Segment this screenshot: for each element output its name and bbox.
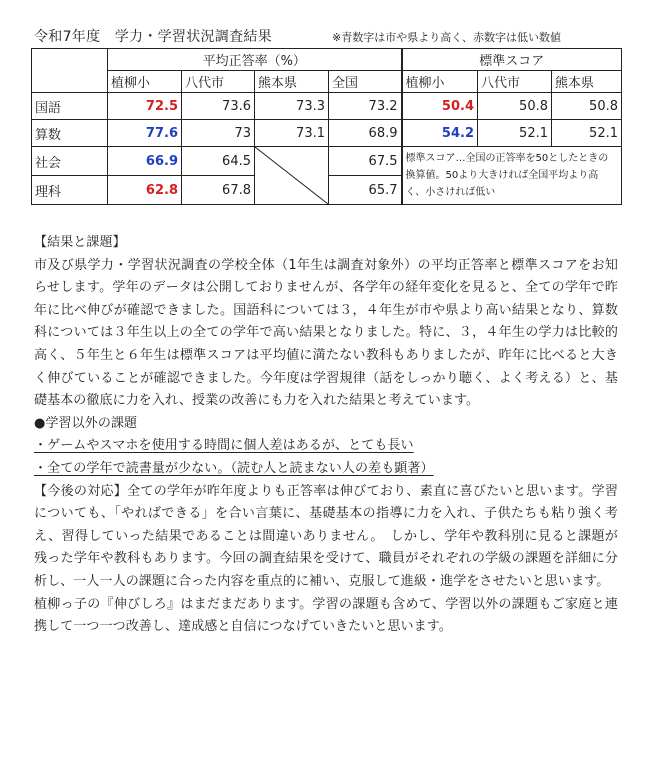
rate-school-value: 66.9 [108,147,182,176]
rate-school-value: 62.8 [108,176,182,205]
col-header-rate-prefecture: 熊本県 [255,71,329,93]
rate-national-value: 68.9 [329,120,402,147]
table-row-math [32,120,622,147]
row-label-subject: 理科 [32,176,108,205]
table-row-japanese [32,93,622,120]
table-row-social [32,147,622,176]
score-school-value: 54.2 [402,120,478,147]
score-city-value: 50.8 [478,93,552,120]
row-label-subject: 国語 [32,93,108,120]
col-header-rate-city: 八代市 [182,71,255,93]
group-header-score: 標準スコア [402,49,622,71]
issue-text-reading: ・全ての学年で読書量が少ない。（読む人と読まない人の差も顕著） [34,460,434,476]
score-school-value: 50.4 [402,93,478,120]
col-header-score-prefecture: 熊本県 [552,71,622,93]
results-table [31,48,622,205]
rate-national-value: 65.7 [329,176,402,205]
closing-paragraph: 植柳っ子の『伸びしろ』はまだまだあります。学習の課題も含めて、学習以外の課題もご家庭と連携して一つ一つ改善し、達成感と自信につなげていきたいと思います。 [34,596,618,635]
rate-city-value: 67.8 [182,176,255,205]
prefecture-not-applicable-cell [255,147,329,205]
score-prefecture-value: 52.1 [552,120,622,147]
col-header-score-city: 八代市 [478,71,552,93]
rate-prefecture-value: 73.3 [255,93,329,120]
rate-city-value: 64.5 [182,147,255,176]
rate-school-value: 72.5 [108,93,182,120]
row-label-subject: 算数 [32,120,108,147]
rate-city-value: 73 [182,120,255,147]
col-header-score-school: 植柳小 [402,71,478,93]
score-explanation: 標準スコア…全国の正答率を50としたときの換算値。50より大きければ全国平均より高く、小さければ低い [402,147,622,205]
rate-national-value: 67.5 [329,147,402,176]
rate-national-value: 73.2 [329,93,402,120]
rate-city-value: 73.6 [182,93,255,120]
results-paragraph: 市及び県学力・学習状況調査の学校全体（1年生は調査対象外）の平均正答率と標準スコアをお知らせします。学年のデータは公開しておりませんが、各学年の経年変化を見ると、全ての学年で昨年に比べ伸びが確認できました。国語科については３，４年生が市や県より高い結果となり、算数科については３年生以上の全ての学年で高い結果となりました。特に、３，４年生の学力は比較的高く、５年生と６年生は標準スコアは平均値に満たない教科もありましたが、昨年に比べると大きく伸びていることが確認できました。今年度は学習規律（話をしっかり聴く、よく考える）と、基礎基本の徹底に力を入れ、授業の改善にも力を入れた結果と考えています。 [34,257,618,409]
issue-text-screen-time: ・ゲームやスマホを使用する時間に個人差はあるが、とても長い [34,438,414,454]
corner-cell [32,49,108,93]
score-prefecture-value: 50.8 [552,93,622,120]
rate-prefecture-value: 73.1 [255,120,329,147]
future-measures-paragraph: 【今後の対応】全ての学年が昨年度よりも正答率は伸びており、素直に喜びたいと思います。学習についても、「やればできる」を合い言葉に、基礎基本の指導に力を入れ、子供たちも粘り強く考え、習得していった結果であることは間違いありません。 しかし、学年や教科別に見ると課題が残った学年や教科もあります。今回の調査結果を受けて、職員がそれぞれの学級の課題を詳細に分析し、一人一人の課題に合った内容を重点的に補い、克服して進級・進学をさせたいと思います。 [34,483,618,589]
col-header-rate-school: 植柳小 [108,71,182,93]
row-label-subject: 社会 [32,147,108,176]
group-header-rate: 平均正答率（%） [108,49,402,71]
report-body [34,232,618,639]
diagonal-slash-icon [255,147,328,204]
issue-item-reading [34,458,618,481]
header-sub-row [32,71,622,93]
section-heading-results: 【結果と課題】 [34,235,126,250]
score-city-value: 52.1 [478,120,552,147]
issue-item-screen-time [34,435,618,458]
header-group-row [32,49,622,71]
col-header-rate-national: 全国 [329,71,402,93]
rate-school-value: 77.6 [108,120,182,147]
document-title: 令和7年度 学力・学習状況調査結果 [34,29,273,45]
section-heading-non-academic: ●学習以外の課題 [34,415,138,431]
color-legend-note: ※青数字は市や県より高く、赤数字は低い数値 [332,31,561,44]
title-row [34,24,624,46]
